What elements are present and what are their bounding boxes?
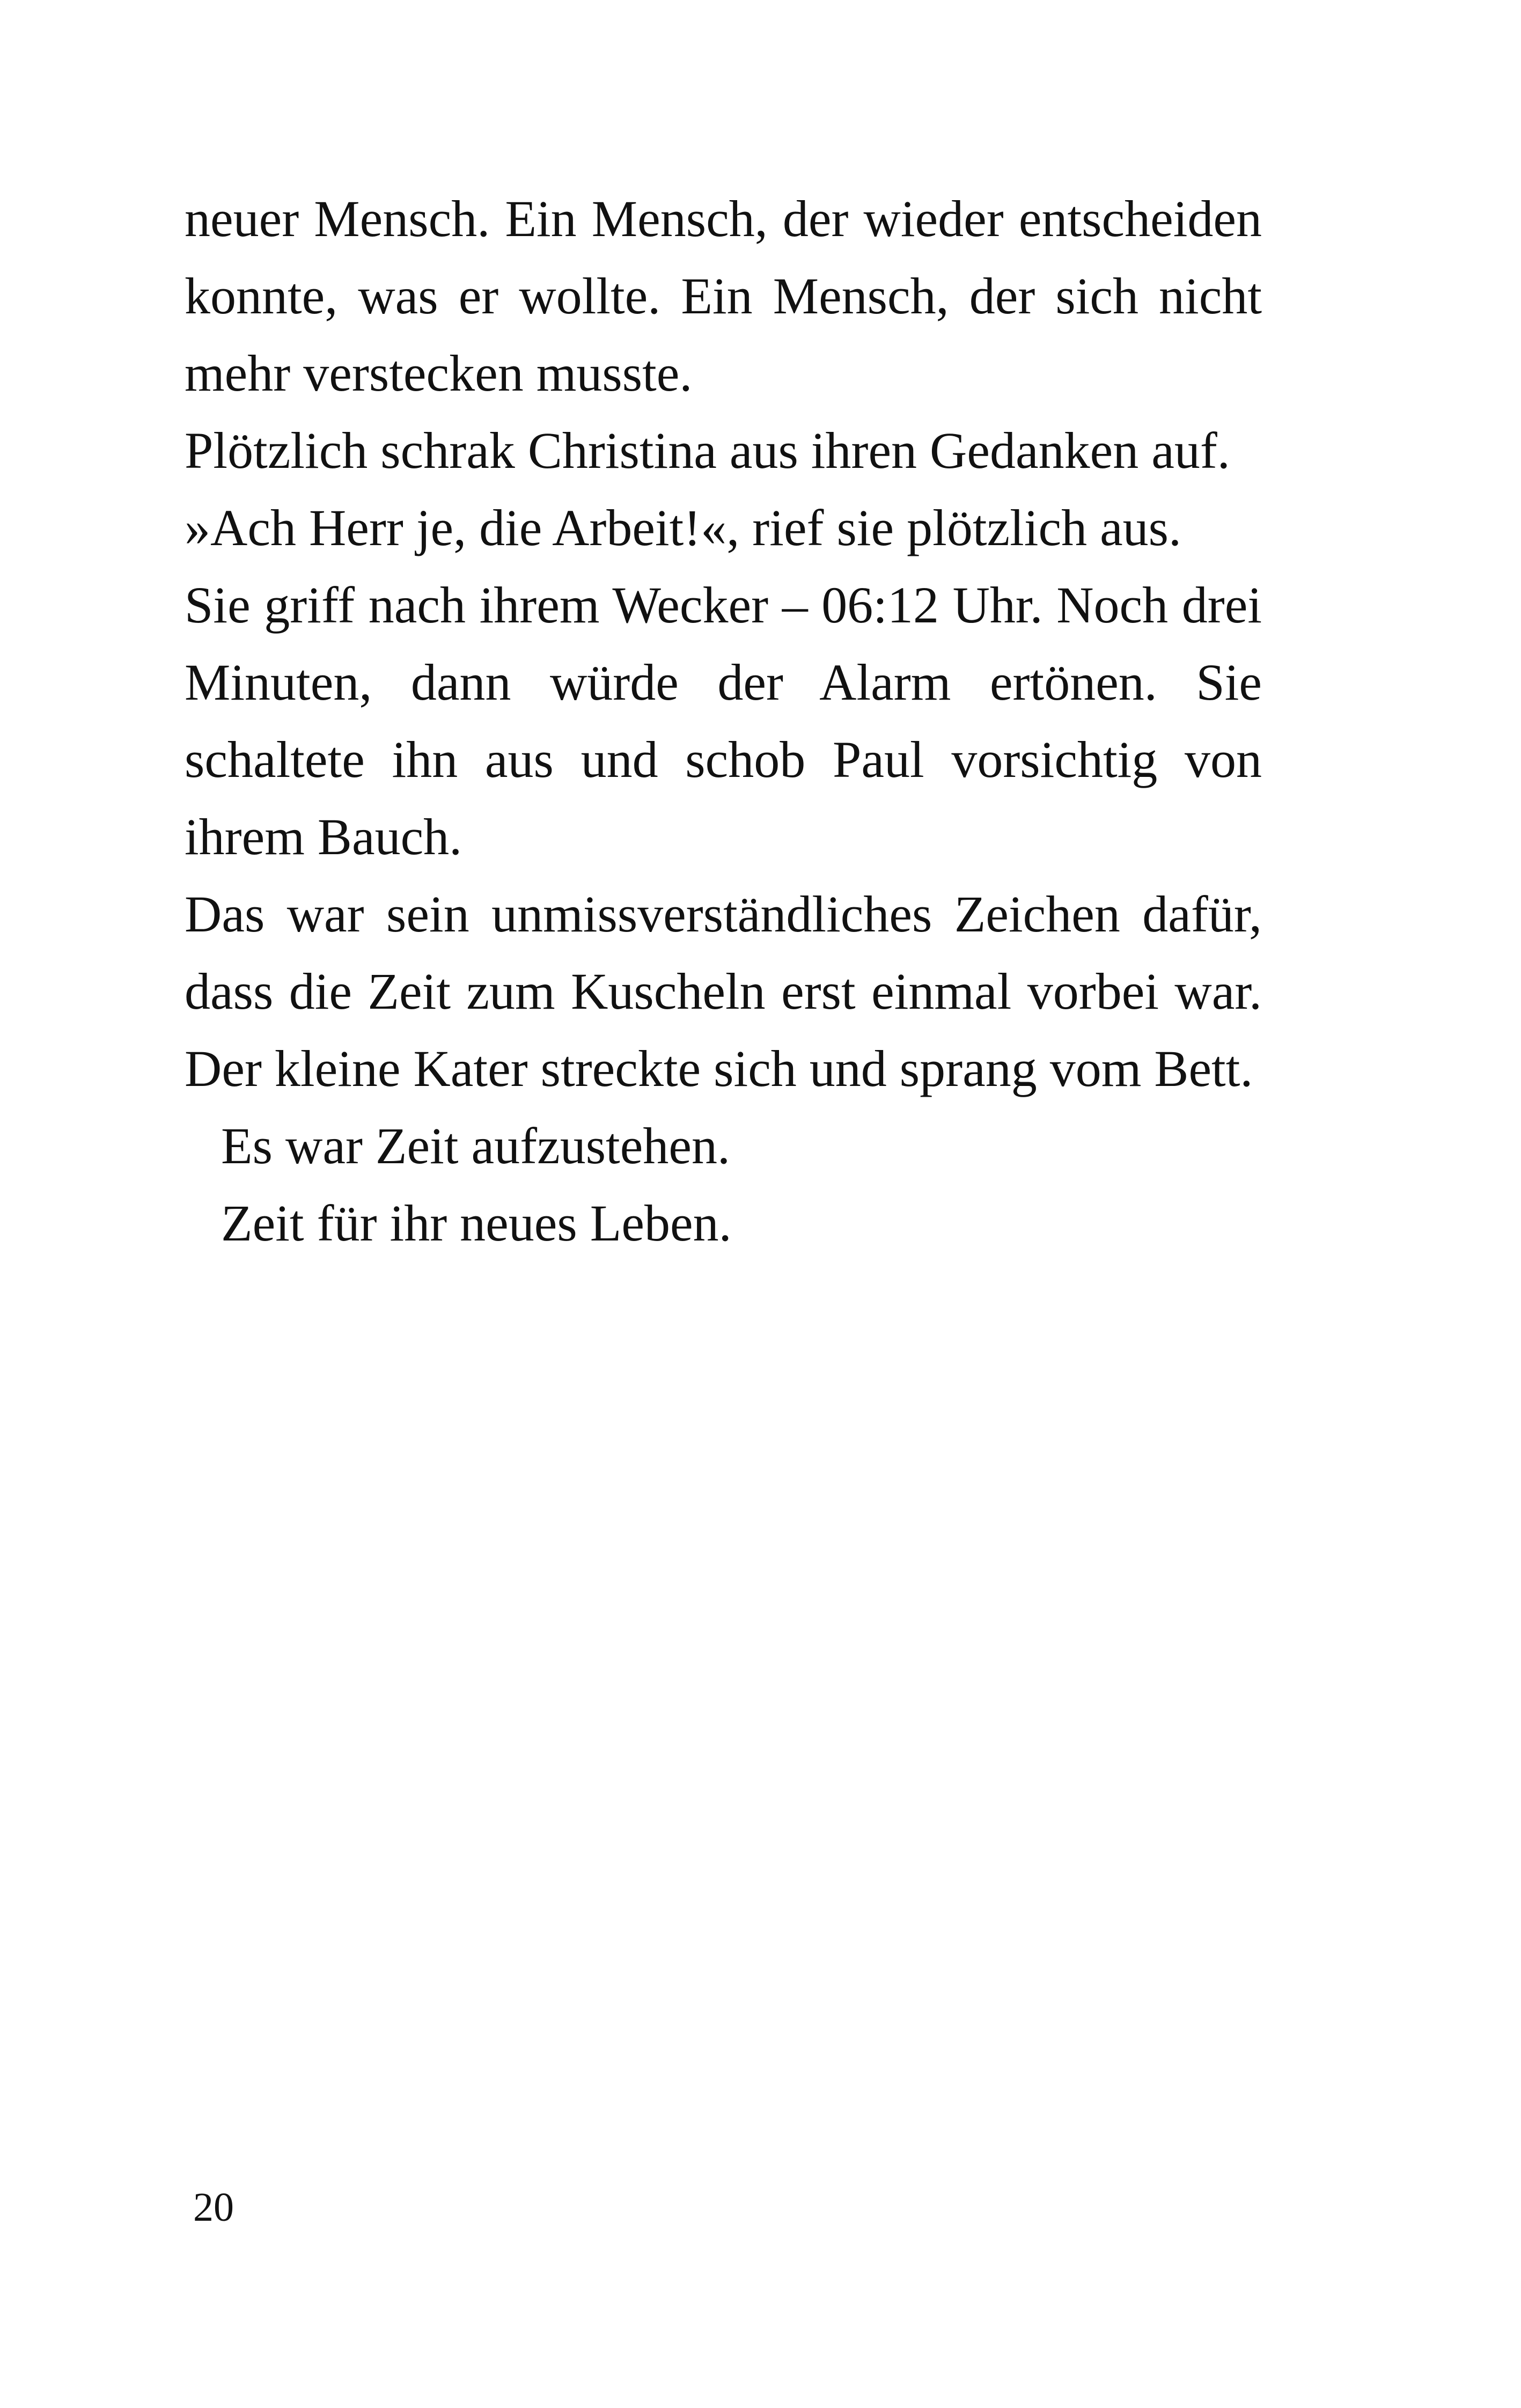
paragraph-5: Das war sein unmissverständliches Zeichen dafür, dass die Zeit zum Kuscheln erst einmal vorbei war. Der kleine Kater streckte sich und sprang vom Bett.	[185, 885, 1262, 1097]
paragraph-7: Zeit für ihr neues Leben.	[221, 1194, 732, 1252]
page-number: 20	[193, 2185, 234, 2230]
paragraph-2: Plötzlich schrak Christina aus ihren Gedanken auf.	[185, 422, 1230, 479]
paragraph-4: Sie griff nach ihrem Wecker – 06:12 Uhr. Noch drei Minuten, dann würde der Alarm ertönen. Sie schaltete ihn aus und schob Paul vorsichtig von ihrem Bauch.	[185, 576, 1262, 865]
paragraph-1: neuer Mensch. Ein Mensch, der wieder entscheiden konnte, was er wollte. Ein Mensch, der sich nicht mehr verstecken musste.	[185, 190, 1262, 402]
body-text	[185, 180, 1262, 1262]
paragraph-6: Es war Zeit aufzustehen.	[221, 1117, 730, 1174]
paragraph-3: »Ach Herr je, die Arbeit!«, rief sie plötzlich aus.	[185, 499, 1182, 556]
